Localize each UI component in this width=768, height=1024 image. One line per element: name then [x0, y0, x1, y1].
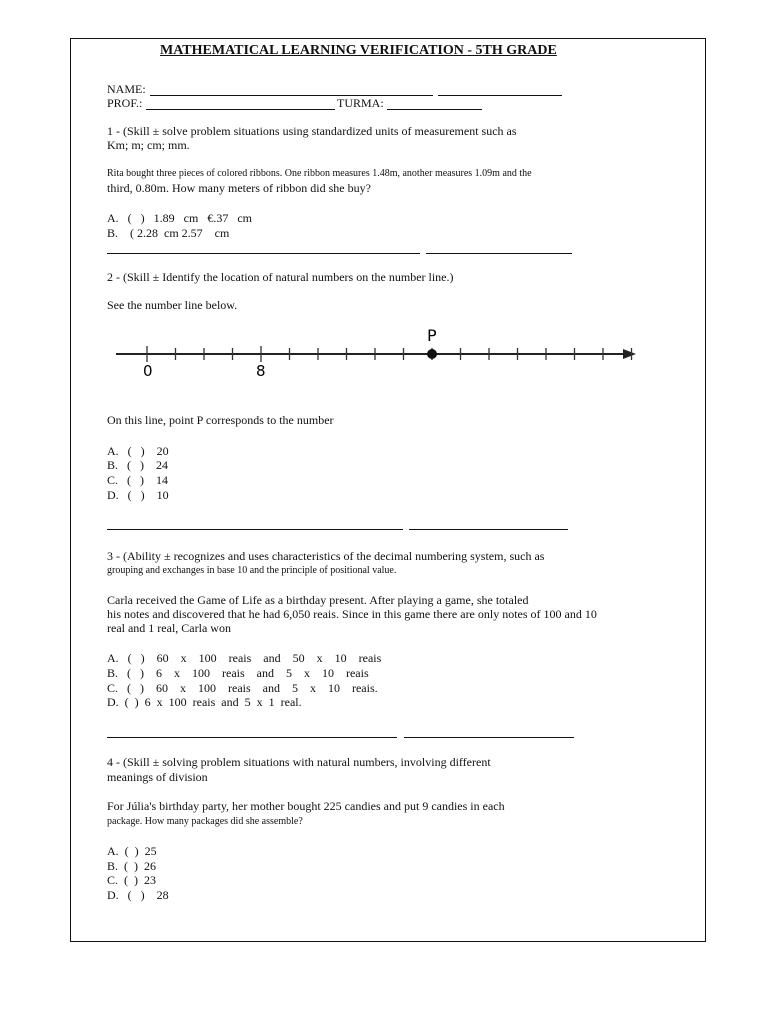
q4-option-a[interactable]: A. ( ) 25 [107, 844, 157, 858]
q4-option-b[interactable]: B. ( ) 26 [107, 859, 156, 873]
point-p-label: P [427, 326, 437, 345]
name-blank[interactable] [150, 95, 433, 96]
q4-text-line1: For Júlia's birthday party, her mother bought 225 candies and put 9 candies in each [107, 799, 505, 813]
q3-option-d[interactable]: D. ( ) 6 x 100 reais and 5 x 1 real. [107, 695, 302, 709]
prof-label: PROF.: [107, 96, 143, 110]
q4-skill-line2: meanings of division [107, 770, 208, 784]
q4-text-line2: package. How many packages did she assemble? [107, 816, 303, 827]
q2-option-c[interactable]: C. ( ) 14 [107, 473, 168, 487]
q2-option-a[interactable]: A. ( ) 20 [107, 444, 169, 458]
tick-label-8: 8 [256, 362, 266, 380]
divider [404, 737, 574, 738]
divider [107, 253, 420, 254]
divider [426, 253, 572, 254]
tick-label-0: 0 [143, 362, 153, 380]
arrowhead-icon [623, 349, 636, 359]
point-p-marker [427, 349, 437, 359]
q3-option-b[interactable]: B. ( ) 6 x 100 reais and 5 x 10 reais [107, 666, 369, 680]
name-blank-2[interactable] [438, 95, 562, 96]
q4-option-c[interactable]: C. ( ) 23 [107, 873, 156, 887]
turma-label: TURMA: [337, 96, 384, 110]
prof-blank[interactable] [146, 109, 335, 110]
q2-intro: See the number line below. [107, 298, 238, 312]
q1-skill-line1: 1 - (Skill ± solve problem situations using standardized units of measurement such as [107, 124, 517, 138]
q3-text-line3: real and 1 real, Carla won [107, 621, 231, 635]
turma-blank[interactable] [387, 109, 482, 110]
divider [107, 529, 403, 530]
q1-text-line1: Rita bought three pieces of colored ribbons. One ribbon measures 1.48m, another measures 1.09m and the [107, 168, 532, 179]
divider [409, 529, 568, 530]
divider [107, 737, 397, 738]
q3-option-a[interactable]: A. ( ) 60 x 100 reais and 50 x 10 reais [107, 651, 382, 665]
q3-option-c[interactable]: C. ( ) 60 x 100 reais and 5 x 10 reais. [107, 681, 378, 695]
q2-question: On this line, point P corresponds to the number [107, 413, 334, 427]
q1-option-a[interactable]: A. ( ) 1.89 cm €.37 cm [107, 211, 252, 225]
number-line [110, 325, 640, 385]
name-label: NAME: [107, 82, 146, 96]
q3-text-line1: Carla received the Game of Life as a birthday present. After playing a game, she totaled [107, 593, 529, 607]
q1-skill-line2: Km; m; cm; mm. [107, 138, 190, 152]
page-title: MATHEMATICAL LEARNING VERIFICATION - 5TH GRADE [160, 43, 557, 58]
q4-option-d[interactable]: D. ( ) 28 [107, 888, 169, 902]
q1-option-b[interactable]: B. ( 2.28 cm 2.57 cm [107, 226, 230, 240]
q2-option-b[interactable]: B. ( ) 24 [107, 458, 168, 472]
q3-skill-line2: grouping and exchanges in base 10 and the principle of positional value. [107, 565, 397, 576]
q3-skill-line1: 3 - (Ability ± recognizes and uses characteristics of the decimal numbering system, such as [107, 549, 545, 563]
q2-skill: 2 - (Skill ± Identify the location of natural numbers on the number line.) [107, 270, 454, 284]
q4-skill-line1: 4 - (Skill ± solving problem situations with natural numbers, involving different [107, 755, 491, 769]
q3-text-line2: his notes and discovered that he had 6,050 reais. Since in this game there are only notes of 100 and 10 [107, 607, 597, 621]
q1-text-line2: third, 0.80m. How many meters of ribbon did she buy? [107, 181, 371, 195]
q2-option-d[interactable]: D. ( ) 10 [107, 488, 169, 502]
